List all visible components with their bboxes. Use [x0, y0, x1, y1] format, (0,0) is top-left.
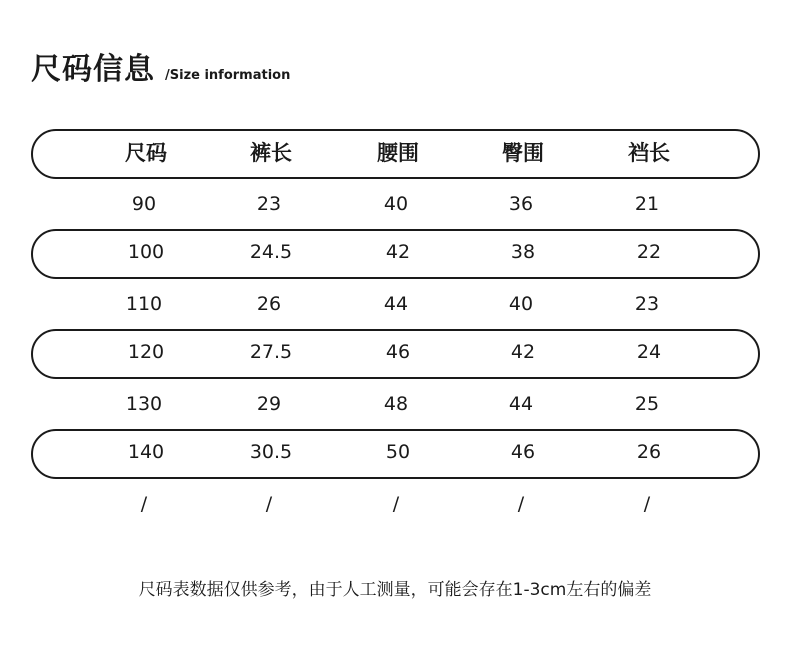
table-row	[31, 379, 760, 429]
table-cell: 90	[131, 193, 157, 215]
table-cell: /	[265, 493, 273, 515]
table-cell: 42	[510, 341, 536, 363]
table-cell: 46	[385, 341, 411, 363]
table-cell: 120	[127, 341, 165, 363]
table-row	[31, 229, 760, 279]
header-size: 尺码	[125, 141, 167, 165]
page-title	[31, 44, 290, 88]
table-cell: 21	[634, 193, 660, 215]
table-cell: 26	[636, 441, 662, 463]
table-row	[31, 479, 760, 529]
table-row	[31, 279, 760, 329]
table-row	[31, 179, 760, 229]
table-cell: 46	[510, 441, 536, 463]
table-header-row	[31, 129, 760, 179]
table-cell: 26	[256, 293, 282, 315]
table-cell: /	[140, 493, 148, 515]
table-cell: 22	[636, 241, 662, 263]
table-cell: 50	[385, 441, 411, 463]
table-cell: 38	[510, 241, 536, 263]
disclaimer-note: 尺码表数据仅供参考，由于人工测量，可能会存在1-3cm左右的偏差	[138, 580, 652, 600]
header-hip: 臀围	[502, 141, 544, 165]
table-cell: 110	[125, 293, 163, 315]
table-cell: 30.5	[249, 441, 293, 463]
header-crotch-length: 裆长	[628, 141, 670, 165]
table-cell: /	[643, 493, 651, 515]
table-cell: /	[517, 493, 525, 515]
table-cell: 25	[634, 393, 660, 415]
table-cell: 24.5	[249, 241, 293, 263]
table-cell: 44	[508, 393, 534, 415]
table-cell: 29	[256, 393, 282, 415]
header-pants-length: 裤长	[250, 141, 292, 165]
table-cell: 40	[508, 293, 534, 315]
table-cell: 27.5	[249, 341, 293, 363]
title-subtitle: /Size information	[165, 68, 291, 83]
header-waist: 腰围	[377, 141, 419, 165]
table-cell: 140	[127, 441, 165, 463]
table-cell: 42	[385, 241, 411, 263]
table-cell: 44	[383, 293, 409, 315]
table-cell: 24	[636, 341, 662, 363]
table-row	[31, 429, 760, 479]
table-cell: 100	[127, 241, 165, 263]
table-cell: /	[392, 493, 400, 515]
table-cell: 23	[634, 293, 660, 315]
table-cell: 23	[256, 193, 282, 215]
table-cell: 40	[383, 193, 409, 215]
table-cell: 48	[383, 393, 409, 415]
table-cell: 36	[508, 193, 534, 215]
table-row	[31, 329, 760, 379]
title-main: 尺码信息	[31, 52, 155, 87]
size-table	[31, 129, 760, 529]
table-cell: 130	[125, 393, 163, 415]
